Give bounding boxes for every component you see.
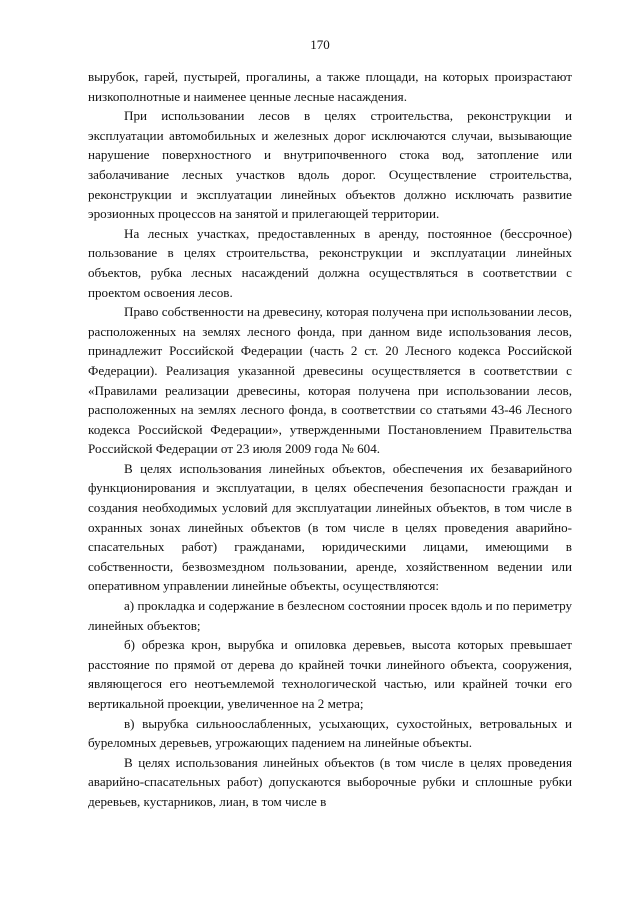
list-item: в) вырубка сильноослабленных, усыхающих, сухостойных, ветровальных и буреломных деревьев, угрожающих падением на линейные объекты. (88, 715, 572, 751)
list-item: а) прокладка и содержание в безлесном состоянии просек вдоль и по периметру линейных объектов; (88, 598, 572, 633)
body-text (88, 67, 572, 812)
list-item: б) обрезка крон, вырубка и опиловка деревьев, высота которых превышает расстояние по прямой от дерева до крайней точки линейного объекта, сооружения, являющегося его неотъемлемой технологической частью, или крайней точки его вертикальной проекции, увеличенное на 2 метра; (88, 637, 572, 711)
paragraph: В целях использования линейных объектов (в том числе в целях проведения аварийно-спасательных работ) допускаются выборочные рубки и сплошные рубки деревьев, кустарников, лиан, в том числе в (88, 754, 572, 809)
paragraph: вырубок, гарей, пустырей, прогалины, а также площади, на которых произрастают низкополнотные и наименее ценные лесные насаждения. (88, 69, 572, 104)
paragraph: Право собственности на древесину, которая получена при использовании лесов, расположенных на землях лесного фонда, при данном виде использования лесов, принадлежит Российской Федерации (часть 2 ст. 20 Лесного кодекса Российской Федерации). Реализация указанной древесины осуществляется в соответствии с «Правилами реализации древесины, которая получена при использовании лесов, расположенных на землях лесного фонда, в соответствии со статьями 43-46 Лесного кодекса Российской Федерации», утвержденными Постановлением Правительства Российской Федерации от 23 июля 2009 года № 604. (88, 304, 572, 457)
paragraph: В целях использования линейных объектов, обеспечения их безаварийного функционирования и эксплуатации, в целях обеспечения безопасности граждан и создания необходимых условий для эксплуатации линейных объектов, в том числе в охранных зонах линейных объектов (в том числе в целях проведения аварийно-спасательных работ) гражданами, юридическими лицами, имеющими в собственности, безвозмездном пользовании, аренде, хозяйственном ведении или оперативном управлении линейные объекты, осуществляются: (88, 460, 572, 594)
paragraph: На лесных участках, предоставленных в аренду, постоянное (бессрочное) пользование в целях строительства, реконструкции и эксплуатации линейных объектов, рубка лесных насаждений должна осуществляться в соответствии с проектом освоения лесов. (88, 225, 572, 300)
paragraph: При использовании лесов в целях строительства, реконструкции и эксплуатации автомобильных и железных дорог исключаются случаи, вызывающие нарушение поверхностного и внутрипочвенного стока вод, затопление или заболачивание лесных участков вдоль дорог. Осуществление строительства, реконструкции и эксплуатации линейных объектов должно исключать развитие эрозионных процессов на занятой и прилегающей территории. (88, 108, 572, 222)
page-number: 170 (310, 37, 330, 52)
